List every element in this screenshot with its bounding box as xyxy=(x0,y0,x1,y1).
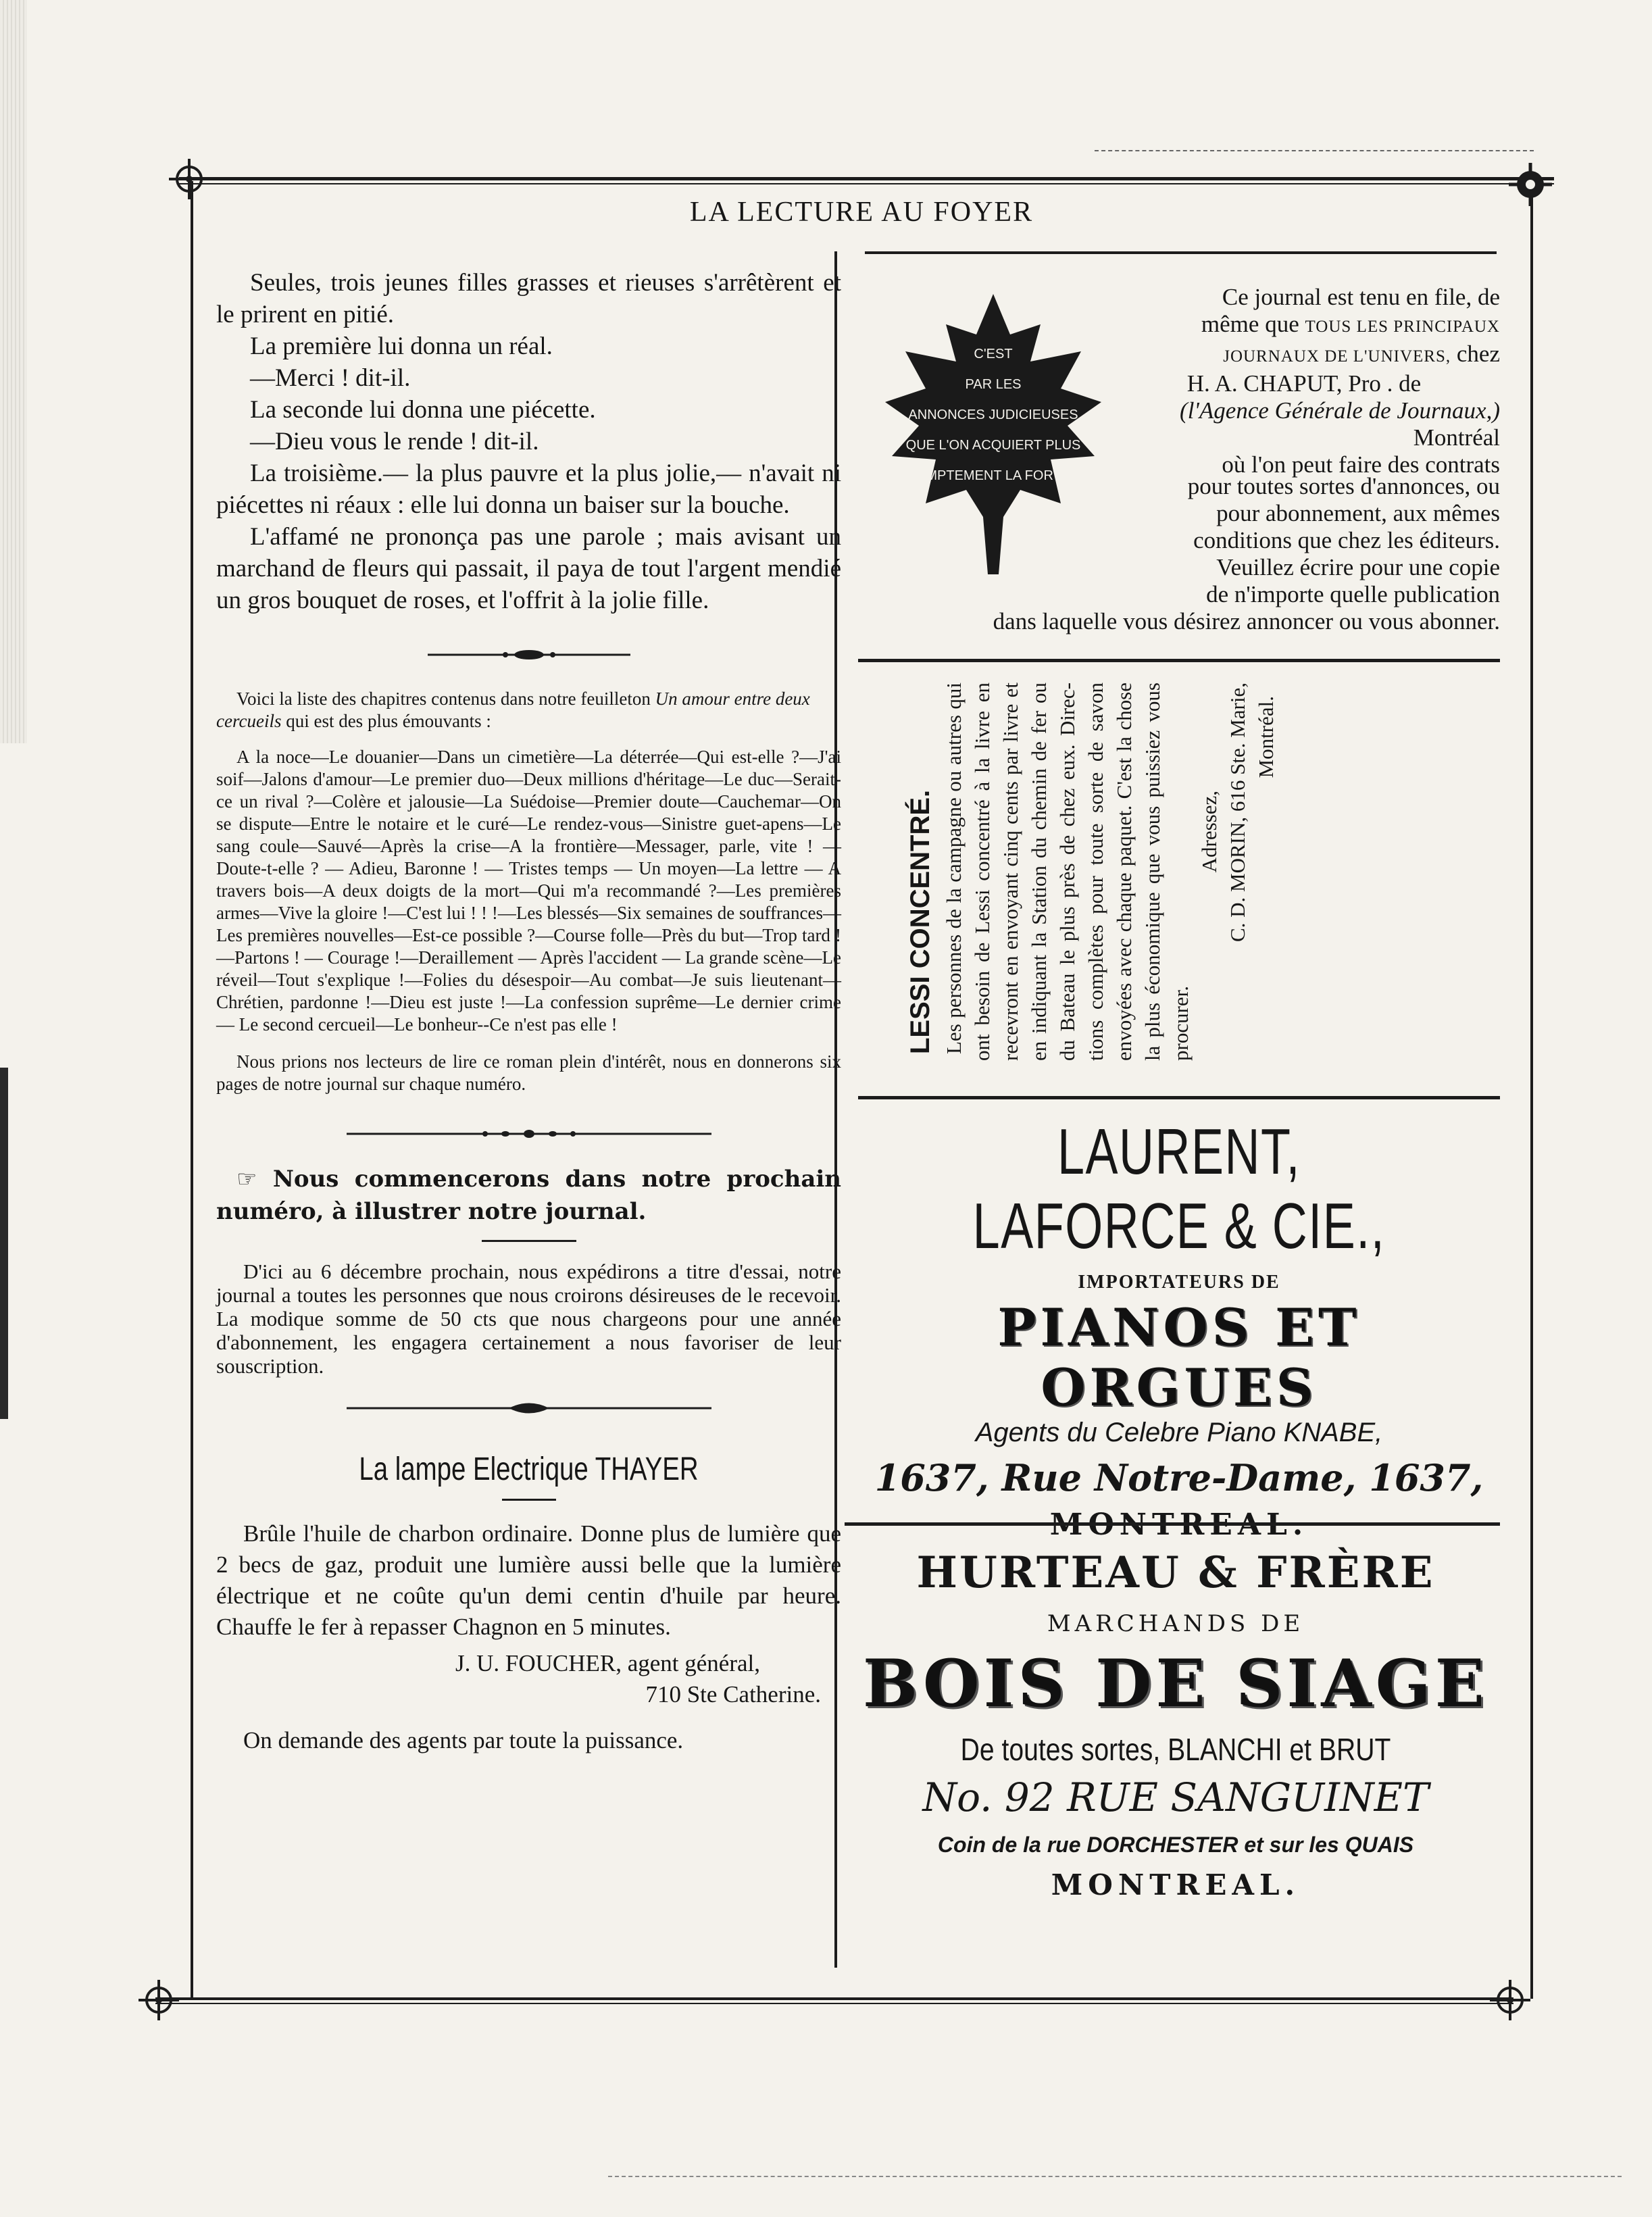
leaf-line: C'EST xyxy=(974,347,1013,362)
lamp-address: 710 Ste Catherine. xyxy=(645,1681,821,1708)
chapter-note: Nous prions nos lecteurs de lire ce roman plein d'intérêt, nous en donnerons six pages de notre journal sur chaque numéro. xyxy=(216,1051,841,1094)
story-paragraph: —Dieu vous le rende ! dit-il. xyxy=(250,428,539,455)
hurteau-address: No. 92 RUE SANGUINET xyxy=(922,1774,1429,1820)
lamp-ad-text: Brûle l'huile de charbon ordinaire. Donne plus de lumière que 2 becs de gaz, produit une lumière aussi belle que la lumière électrique et ne coûte qu'un demi centin d'huile par heure. Chauffe le fer à repasser Chagnon en 5 minutes. xyxy=(216,1520,841,1640)
illustration-notice-text: Nous commencerons dans notre prochain numéro, à illustrer notre journal. xyxy=(216,1166,842,1225)
chaput-line xyxy=(1108,341,1500,370)
hurteau-sorts: De toutes sortes, BLANCHI et BRUT xyxy=(960,1732,1391,1767)
lessi-addr-label: Adressez, xyxy=(1197,791,1221,873)
leaf-line: ANNONCES JUDICIEUSES xyxy=(908,407,1078,422)
scan-edge xyxy=(0,0,27,743)
story-paragraph: Seules, trois jeunes filles grasses et rieuses s'arrêtèrent et le prirent en pitié. xyxy=(216,269,841,328)
lessi-text: Les personnes de la campagne ou autres qui ont besoin de Lessi concentré à la livre en recevront en envoyant cinq cents par livre et en indiquant la Station du chemin de fer ou du Bateau le plus près de chez eux. Directions complètes pour toute sorte de savon envoyées avec chaque paquet. C'est la chose la plus économique que vous puissiez vous procurer. xyxy=(942,682,1193,1061)
subscription-notice: D'ici au 6 décembre prochain, nous expédirons a titre d'essai, notre journal a toutes les personnes que nous croirons désireuses de le recevoir. La modique somme de 50 cts que nous chargeons pour une année d'abonnement, les engagera certainement a nous favoriser de leur souscription. xyxy=(216,1260,841,1378)
page-header: LA LECTURE AU FOYER xyxy=(689,197,1034,228)
hurteau-city: MONTREAL. xyxy=(1051,1868,1301,1901)
laurent-city: MONTREAL. xyxy=(1049,1508,1309,1542)
chaput-line: Veuillez écrire pour une copie xyxy=(1216,554,1500,580)
hurteau-corner: Coin de la rue DORCHESTER et sur les QUAIS xyxy=(937,1833,1414,1857)
chaput-name: H. A. CHAPUT, Pro . de xyxy=(1186,370,1422,397)
pointing-hand-icon: ☞ xyxy=(236,1166,257,1193)
frame-top-rule xyxy=(179,177,1554,184)
ornamental-divider xyxy=(428,645,630,665)
laurent-ad xyxy=(858,1115,1500,1542)
chaput-text: chez xyxy=(1451,341,1500,367)
lessi-ad-rotated xyxy=(905,682,1405,1061)
frame-right-rule xyxy=(1530,181,1533,1999)
short-rule xyxy=(502,1499,556,1501)
chapter-intro-tail: qui est des plus émouvants : xyxy=(281,711,491,731)
corner-ornament-icon xyxy=(1486,1976,1534,2024)
short-rule xyxy=(482,1240,576,1242)
story-paragraph: La seconde lui donna une piécette. xyxy=(250,396,596,424)
chaput-agency: (l'Agence Générale de Journaux,) xyxy=(1180,397,1500,424)
frame-bottom-rule xyxy=(155,1997,1513,2004)
header-rule xyxy=(865,251,1497,254)
chaput-line: pour toutes sortes d'annonces, ou xyxy=(1187,473,1500,499)
lamp-agent: J. U. FOUCHER, agent général, xyxy=(455,1650,760,1676)
corner-ornament-icon xyxy=(135,1976,182,2024)
ornamental-divider xyxy=(347,1398,711,1418)
lamp-wanted: On demande des agents par toute la puissance. xyxy=(243,1727,684,1753)
lessi-addr-name: C. D. MORIN, 616 Ste. Marie, xyxy=(1226,682,1249,943)
laurent-importers: IMPORTATEURS DE xyxy=(1078,1272,1280,1293)
chaput-line: conditions que chez les éditeurs. xyxy=(1193,527,1500,553)
lessi-ad xyxy=(905,682,1405,1061)
chaput-text: même que xyxy=(1201,311,1305,337)
ad-separator-rule xyxy=(845,1522,1500,1526)
illustration-notice xyxy=(216,1163,841,1228)
chapter-list: A la noce—Le douanier—Dans un cimetière—La déterrée—Qui est-elle ?—J'ai soif—Jalons d'amour—Le premier duo—Deux millions d'héritage—Le duc—Serait-ce un rival ?—Colère et jalousie—La Suédoise—Premier doute—Cauchemar—On se dispute—Entre le notaire et le curé—Le rendez-vous—Sinistre guet-apens—Le sang coule—Sauvé—Après la crise—A la frontière—Messager, parle, vite ! — Doute-t-elle ? — Adieu, Baronne ! — Tristes temps — Un moyen—La lettre — A travers bois—A deux doigts de la mort—Qui m'a recommandé ?—Les premières armes—Vive la gloire !—C'est lui ! ! !—Les blessés—Six semaines de souffrances—Les premières nouvelles—Est-ce possible ?—Course folle—Près du but—Trop tard ! —Partons ! — Courage !—Deraillement — Après l'accident — La grande scène—Le réveil—Tout s'explique !—Folies du désespoir—Au combat—Je suis lieutenant—Chrétien, pardonne !—Dieu est juste !—La confession suprême—Le dernier crime — Le second cercueil—Le bonheur--Ce n'est pas elle ! xyxy=(216,747,841,1035)
chaput-line: Ce journal est tenu en file, de xyxy=(1222,284,1500,310)
frame-left-rule xyxy=(191,181,193,1999)
story-excerpt xyxy=(216,267,841,616)
scan-edge-dark xyxy=(0,1068,8,1419)
scan-dash-bottom xyxy=(608,2176,1622,2177)
chaput-smallcaps: TOUS LES PRINCIPAUX xyxy=(1305,318,1500,336)
story-paragraph: —Merci ! dit-il. xyxy=(250,364,411,392)
laurent-address: 1637, Rue Notre-Dame, 1637, xyxy=(874,1456,1484,1499)
chaput-ad-tail xyxy=(865,473,1500,635)
scan-dash-top xyxy=(1095,150,1534,151)
ad-separator-rule xyxy=(858,1096,1500,1099)
hurteau-goods: BOIS DE SIAGE xyxy=(863,1645,1488,1722)
lamp-ad-title: La lampe Electrique THAYER xyxy=(359,1451,699,1487)
laurent-agents: Agents du Celebre Piano KNABE, xyxy=(975,1418,1383,1447)
story-paragraph: La troisième.— la plus pauvre et la plus jolie,— n'avait ni piécettes ni réaux : elle lui donna un baiser sur la bouche. xyxy=(216,459,841,519)
leaf-line: QUE L'ON ACQUIERT PLUS xyxy=(905,438,1081,453)
chapter-intro-text: Voici la liste des chapitres contenus dans notre feuilleton xyxy=(236,689,655,709)
chaput-line: de n'importe quelle publication xyxy=(1206,581,1500,607)
chaput-line: dans laquelle vous désirez annoncer ou vous abonner. xyxy=(993,608,1500,634)
chaput-line: pour abonnement, aux mêmes xyxy=(1216,500,1500,526)
ornamental-divider xyxy=(347,1124,711,1144)
laurent-goods: PIANOS ET ORGUES xyxy=(997,1297,1361,1418)
chaput-city: Montréal xyxy=(1413,424,1500,451)
feuilleton-title: Un amour entre deux cercueils xyxy=(216,689,810,731)
ad-separator-rule xyxy=(858,659,1500,662)
hurteau-ad xyxy=(841,1547,1510,1901)
left-column xyxy=(216,267,841,1756)
story-paragraph: La première lui donna un réal. xyxy=(250,332,553,360)
story-paragraph: L'affamé ne prononça pas une parole ; mais avisant un marchand de fleurs qui passait, il paya de tout l'argent mendié un gros bouquet de roses, et l'offrit à la jolie fille. xyxy=(216,523,841,614)
leaf-line: PROMPTEMENT LA FORTUNE xyxy=(897,468,1090,483)
chaput-smallcaps: JOURNAUX DE L'UNIVERS, xyxy=(1223,347,1451,366)
chaput-line xyxy=(1108,311,1500,341)
laurent-name: LAURENT, LAFORCE & CIE., xyxy=(972,1116,1386,1262)
hurteau-merchants: MARCHANDS DE xyxy=(1047,1610,1305,1637)
chapter-intro xyxy=(216,688,841,732)
lessi-addr-city: Montréal. xyxy=(1254,696,1278,778)
chaput-ad xyxy=(1108,284,1500,478)
chaput-line: où l'on peut faire des contrats xyxy=(1222,451,1500,478)
hurteau-name: HURTEAU & FRÈRE xyxy=(916,1547,1435,1598)
leaf-line: PAR LES xyxy=(965,377,1022,392)
lessi-title: LESSI CONCENTRÉ. xyxy=(905,789,935,1054)
